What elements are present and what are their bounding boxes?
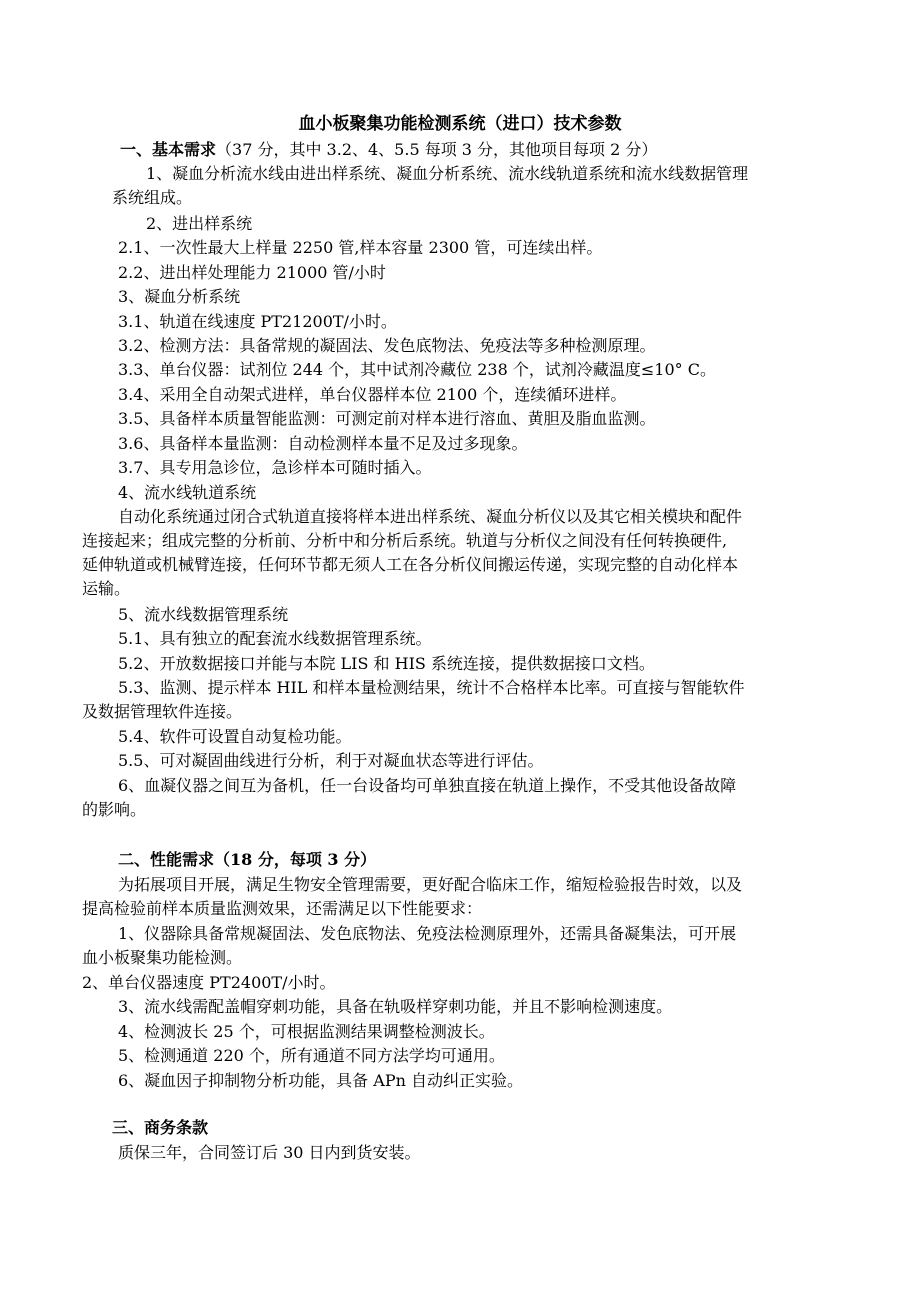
paragraph: 1、凝血分析流水线由进出样系统、凝血分析系统、流水线轨道系统和流水线数据管理: [146, 164, 749, 183]
list-item: 5.1、具有独立的配套流水线数据管理系统。: [118, 629, 432, 648]
list-item: 3.7、具专用急诊位，急诊样本可随时插入。: [118, 458, 432, 477]
list-item: 3.6、具备样本量监测：自动检测样本量不足及过多现象。: [118, 434, 528, 453]
list-item: 1、仪器除具备常规凝固法、发色底物法、免疫法检测原理外，还需具备凝集法，可开展: [118, 924, 737, 943]
paragraph: 质保三年，合同签订后 30 日内到货安装。: [118, 1143, 421, 1162]
paragraph: 自动化系统通过闭合式轨道直接将样本进出样系统、凝血分析仪以及其它相关模块和配件: [118, 507, 743, 526]
paragraph: 6、血凝仪器之间互为备机，任一台设备均可单独直接在轨道上操作，不受其他设备故障: [118, 776, 737, 795]
subsection-heading: 3、凝血分析系统: [118, 287, 241, 306]
list-item: 3.5、具备样本质量智能监测：可测定前对样本进行溶血、黄胆及脂血监测。: [118, 409, 656, 428]
section-1-heading-line: [120, 138, 657, 162]
list-item: 3.3、单台仪器：试剂位 244 个，其中试剂冷藏位 238 个，试剂冷藏温度≤10° C。: [118, 360, 716, 379]
list-item: 4、检测波长 25 个，可根据监测结果调整检测波长。: [118, 1022, 495, 1041]
paragraph: 延伸轨道或机械臂连接，任何环节都无须人工在各分析仪间搬运传递，实现完整的自动化样本: [82, 555, 739, 574]
paragraph: 系统组成。: [112, 188, 193, 207]
list-item: 5.3、监测、提示样本 HIL 和样本量检测结果，统计不合格样本比率。可直接与智能软件: [118, 678, 745, 697]
list-item: 6、凝血因子抑制物分析功能，具备 APn 自动纠正实验。: [118, 1071, 523, 1090]
list-item: 2、单台仪器速度 PT2400T/小时。: [82, 973, 336, 992]
list-item: 3.4、采用全自动架式进样，单台仪器样本位 2100 个，连续循环进样。: [118, 385, 627, 404]
subsection-heading: 5、流水线数据管理系统: [118, 605, 289, 624]
list-item: 5.5、可对凝固曲线进行分析，利于对凝血状态等进行评估。: [118, 751, 544, 770]
list-item: 3、流水线需配盖帽穿刺功能，具备在轨吸样穿刺功能，并且不影响检测速度。: [118, 997, 673, 1016]
list-item: 5.4、软件可设置自动复检功能。: [118, 727, 352, 746]
list-item: 血小板聚集功能检测。: [82, 948, 243, 967]
section-1-heading-note: （37 分，其中 3.2、4、5.5 每项 3 分，其他项目每项 2 分）: [216, 140, 658, 159]
paragraph: 运输。: [82, 579, 131, 598]
list-item: 及数据管理软件连接。: [82, 702, 243, 721]
paragraph: 连接起来；组成完整的分析前、分析中和分析后系统。轨道与分析仪之间没有任何转换硬件,: [82, 531, 728, 550]
paragraph: 提高检验前样本质量监测效果，还需满足以下性能要求：: [82, 899, 483, 918]
section-1-heading: 一、基本需求: [120, 140, 217, 159]
paragraph: 的影响。: [82, 800, 147, 819]
list-item: 2.1、一次性最大上样量 2250 管,样本容量 2300 管，可连续出样。: [118, 238, 603, 257]
document-title: 血小板聚集功能检测系统（进口）技术参数: [298, 114, 622, 134]
section-3-heading: 三、商务条款: [112, 1118, 209, 1137]
list-item: 3.1、轨道在线速度 PT21200T/小时。: [118, 312, 397, 331]
list-item: 5.2、开放数据接口并能与本院 LIS 和 HIS 系统连接，提供数据接口文档。: [118, 654, 655, 673]
section-2-heading: 二、性能需求（18 分，每项 3 分）: [118, 850, 377, 869]
subsection-heading: 2、进出样系统: [146, 214, 253, 233]
list-item: 5、检测通道 220 个，所有通道不同方法学均可通用。: [118, 1046, 505, 1065]
subsection-heading: 4、流水线轨道系统: [118, 483, 257, 502]
list-item: 2.2、进出样处理能力 21000 管/小时: [118, 263, 386, 282]
list-item: 3.2、检测方法：具备常规的凝固法、发色底物法、免疫法等多种检测原理。: [118, 336, 656, 355]
paragraph: 为拓展项目开展，满足生物安全管理需要，更好配合临床工作，缩短检验报告时效，以及: [118, 875, 743, 894]
